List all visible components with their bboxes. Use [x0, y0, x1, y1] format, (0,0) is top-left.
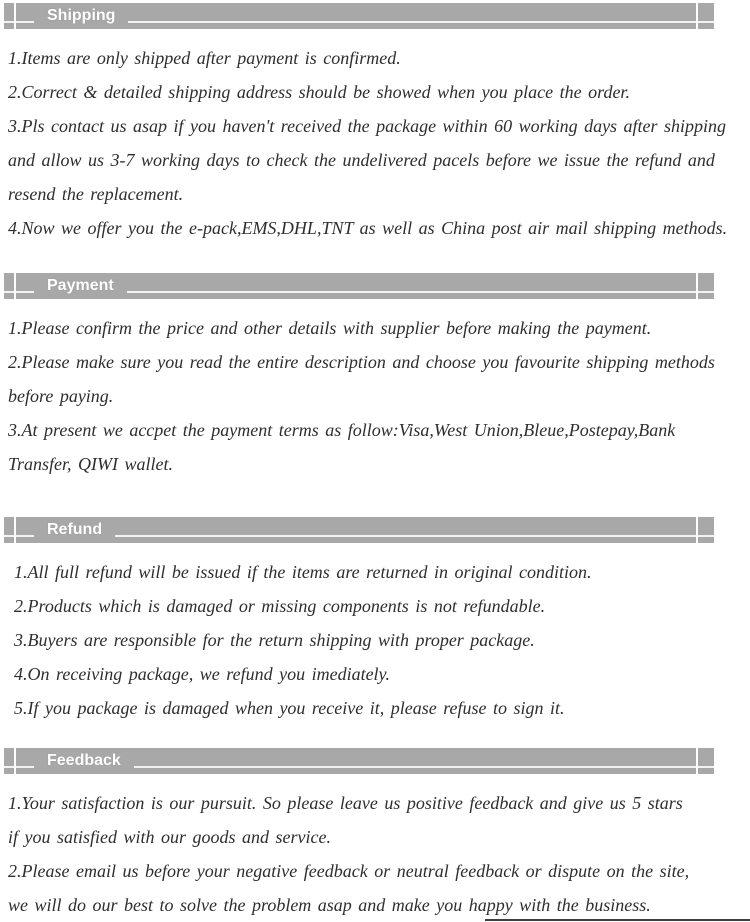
section-header-bar	[4, 517, 714, 543]
section-body	[0, 543, 750, 725]
section-shipping	[0, 3, 750, 245]
policy-line: 3.Buyers are responsible for the return shipping with proper package.	[14, 630, 535, 650]
section-title: Shipping	[34, 3, 128, 29]
policy-line: 2.Products which is damaged or missing components is not refundable.	[14, 596, 546, 616]
policy-line: Transfer, QIWI wallet.	[8, 454, 174, 474]
policy-line: 1.Please confirm the price and other details with supplier before making the payment.	[8, 318, 652, 338]
policy-line: and allow us 3-7 working days to check the undelivered pacels before we issue the refund and	[8, 150, 715, 170]
section-header-bar	[4, 748, 714, 774]
section-title: Payment	[34, 273, 127, 299]
section-feedback	[0, 748, 750, 922]
policy-line: 2.Correct & detailed shipping address should be showed when you place the order.	[8, 82, 630, 102]
policy-line: we will do our best to solve the problem asap and make you happy with the business.	[8, 895, 651, 915]
section-title: Refund	[34, 517, 115, 543]
header-right-divider	[696, 748, 698, 774]
section-body	[0, 774, 750, 922]
policy-line: 5.If you package is damaged when you receive it, please refuse to sign it.	[14, 698, 565, 718]
policy-line: 3.At present we accpet the payment terms as follow:Visa,West Union,Bleue,Postepay,Bank	[8, 420, 676, 440]
policy-line: 4.Now we offer you the e-pack,EMS,DHL,TNT as well as China post air mail shipping methods.	[8, 218, 728, 238]
header-right-divider	[696, 517, 698, 543]
section-refund	[0, 517, 750, 725]
policy-line: 1.All full refund will be issued if the items are returned in original condition.	[14, 562, 592, 582]
policy-line: if you satisfied with our goods and service.	[8, 827, 331, 847]
header-right-divider	[696, 3, 698, 29]
policy-line: 1.Items are only shipped after payment is confirmed.	[8, 48, 401, 68]
section-header-bar	[4, 3, 714, 29]
section-body	[0, 299, 750, 481]
header-right-divider	[696, 273, 698, 299]
bottom-edge-line	[485, 919, 750, 921]
policy-line: resend the replacement.	[8, 184, 184, 204]
section-header-bar	[4, 273, 714, 299]
policy-line: 1.Your satisfaction is our pursuit. So please leave us positive feedback and give us 5 stars	[8, 793, 683, 813]
header-left-divider	[14, 273, 16, 299]
policy-line: 2.Please make sure you read the entire description and choose you favourite shipping methods	[8, 352, 715, 372]
policy-line: 4.On receiving package, we refund you imediately.	[14, 664, 391, 684]
section-payment	[0, 273, 750, 481]
header-left-divider	[14, 517, 16, 543]
section-title: Feedback	[34, 748, 134, 774]
header-left-divider	[14, 748, 16, 774]
policy-line: 3.Pls contact us asap if you haven't received the package within 60 working days after shipping	[8, 116, 727, 136]
policy-line: 2.Please email us before your negative feedback or neutral feedback or dispute on the site,	[8, 861, 690, 881]
policy-line: before paying.	[8, 386, 114, 406]
section-body	[0, 29, 750, 245]
header-left-divider	[14, 3, 16, 29]
